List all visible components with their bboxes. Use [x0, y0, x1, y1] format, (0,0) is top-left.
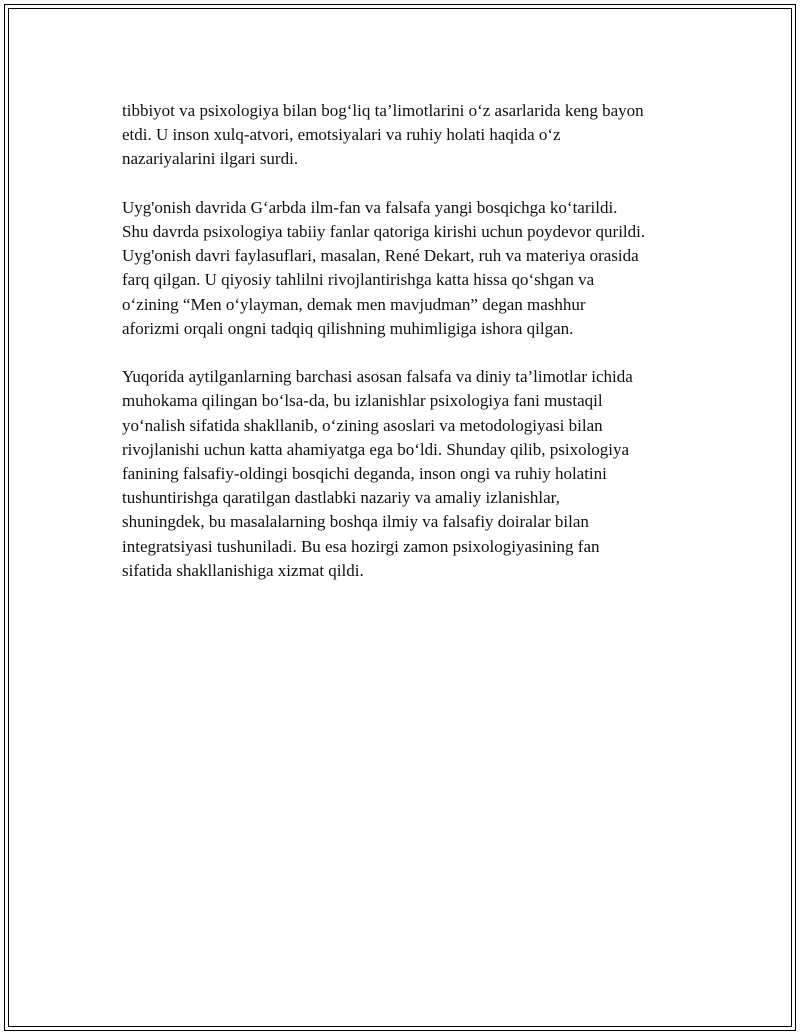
text-line: muhokama qilingan bo‘lsa-da, bu izlanishlar psixologiya fani mustaqil	[122, 391, 603, 411]
paragraph-2	[122, 196, 712, 341]
text-line: aforizmi orqali ongni tadqiq qilishning muhimligiga ishora qilgan.	[122, 318, 574, 338]
document-body	[122, 99, 712, 607]
text-line: farq qilgan. U qiyosiy tahlilni rivojlantirishga katta hissa qo‘shgan va	[122, 270, 595, 290]
text-line: rivojlanishi uchun katta ahamiyatga ega bo‘ldi. Shunday qilib, psixologiya	[122, 439, 630, 459]
text-line: Uyg'onish davrida G‘arbda ilm-fan va falsafa yangi bosqichga ko‘tarildi.	[122, 197, 618, 217]
document-page	[4, 4, 796, 1031]
text-line: Shu davrda psixologiya tabiiy fanlar qatoriga kirishi uchun poydevor qurildi.	[122, 222, 646, 241]
paragraph-1	[122, 99, 712, 172]
paragraph-3	[122, 365, 712, 583]
text-line: shuningdek, bu masalalarning boshqa ilmiy va falsafiy doiralar bilan	[122, 512, 589, 532]
text-line: sifatida shakllanishiga xizmat qildi.	[122, 560, 364, 580]
text-line: tushuntirishga qaratilgan dastlabki nazariy va amaliy izlanishlar,	[122, 488, 560, 508]
text-line: tibbiyot va psixologiya bilan bog‘liq ta’limotlarini o‘z asarlarida keng bayon	[122, 101, 644, 120]
text-line: o‘zining “Men o‘ylayman, demak men mavjudman” degan mashhur	[122, 294, 586, 314]
text-line: nazariyalarini ilgari surdi.	[122, 149, 299, 169]
text-line: fanining falsafiy-oldingi bosqichi deganda, inson ongi va ruhiy holatini	[122, 464, 607, 484]
text-line: Yuqorida aytilganlarning barchasi asosan falsafa va diniy ta’limotlar ichida	[122, 367, 633, 387]
text-line: Uyg'onish davri faylasuflari, masalan, René Dekart, ruh va materiya orasida	[122, 246, 639, 266]
text-line: etdi. U inson xulq-atvori, emotsiyalari va ruhiy holati haqida o‘z	[122, 125, 561, 145]
text-line: yo‘nalish sifatida shakllanib, o‘zining asoslari va metodologiyasi bilan	[122, 415, 603, 435]
text-line: integratsiyasi tushuniladi. Bu esa hozirgi zamon psixologiyasining fan	[122, 536, 600, 556]
